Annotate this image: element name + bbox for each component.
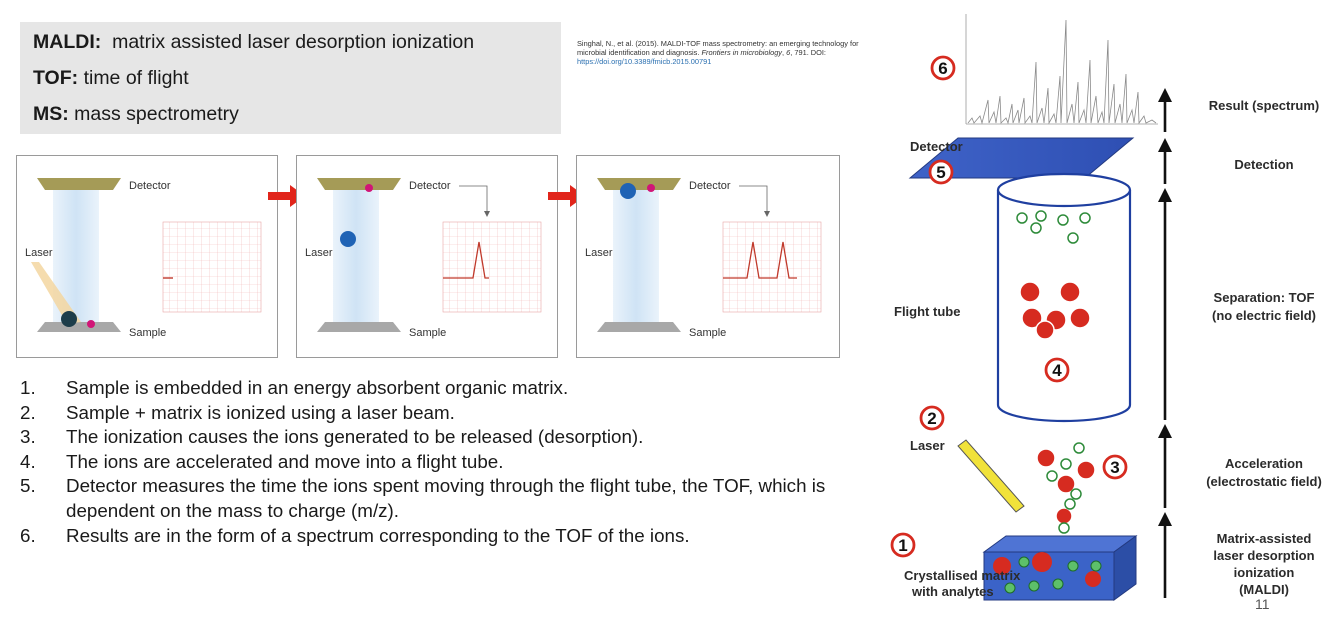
svg-text:6: 6 bbox=[938, 59, 948, 78]
signal-arrowhead bbox=[484, 211, 490, 217]
stage-result: Result (spectrum) bbox=[1208, 98, 1320, 113]
laser-beam bbox=[958, 440, 1024, 512]
step-1: 1. Sample is embedded in an energy absorbent organic matrix. bbox=[20, 377, 569, 398]
sample-plate bbox=[317, 322, 401, 332]
sample-label: Sample bbox=[689, 327, 727, 339]
citation: Singhal, N., et al. (2015). MALDI-TOF mass spectrometry: an emerging technology for microbial identification and diagnosis. Frontiers in microbiology, 6, 791. DOI: https://doi.org/10.3389/fmicb.2015.00791 bbox=[577, 39, 859, 67]
spectrum-grid bbox=[723, 222, 821, 312]
matrix-label-line-1: Crystallised matrix bbox=[904, 568, 1021, 583]
step-6: 6. Results are in the form of a spectrum corresponding to the TOF of the ions. bbox=[20, 524, 690, 546]
maldi-tof-diagram bbox=[840, 0, 1338, 624]
svg-text:3: 3 bbox=[1110, 458, 1120, 477]
svg-text:5: 5 bbox=[936, 163, 946, 182]
step-4: 4. The ions are accelerated and move into a flight tube. bbox=[20, 450, 504, 472]
definition-tof: TOF: time of flight bbox=[33, 67, 189, 89]
step-5: 5. Detector measures the time the ions spent moving through the flight tube, the TOF, which is dependent on the mass to charge (m/z). bbox=[20, 475, 826, 521]
detector-plate bbox=[317, 178, 401, 190]
panel-1-laser-desorption bbox=[16, 155, 278, 358]
stage-separation-line-2: (no electric field) bbox=[1211, 308, 1317, 323]
svg-text:2: 2 bbox=[927, 409, 937, 428]
sample-label: Sample bbox=[409, 327, 447, 339]
detector-plate bbox=[597, 178, 681, 190]
svg-text:1: 1 bbox=[898, 536, 908, 555]
light-ion bbox=[365, 184, 373, 192]
stage-arrows bbox=[1158, 88, 1172, 598]
flight-column bbox=[333, 186, 379, 328]
sample-plate bbox=[597, 322, 681, 332]
panel-2-ion-flight bbox=[296, 155, 558, 358]
detector-label: Detector bbox=[689, 180, 731, 192]
detector-label: Detector bbox=[910, 139, 963, 154]
sample-label: Sample bbox=[129, 327, 167, 339]
heavy-ion bbox=[340, 231, 356, 247]
definition-maldi: MALDI: matrix assisted laser desorption ionization bbox=[33, 31, 475, 53]
matrix-label-line-2: with analytes bbox=[912, 584, 994, 599]
definitions-box bbox=[20, 22, 561, 134]
panel-3-illustration bbox=[577, 156, 839, 357]
heavy-ion bbox=[620, 183, 636, 199]
laser-label: Laser bbox=[910, 438, 945, 453]
detector-plate bbox=[37, 178, 121, 190]
doi-link[interactable]: https://doi.org/10.3389/fmicb.2015.00791 bbox=[577, 57, 712, 67]
definition-ms: MS: mass spectrometry bbox=[33, 103, 239, 125]
step-2: 2. Sample + matrix is ionized using a laser beam. bbox=[20, 401, 455, 423]
signal-connector bbox=[459, 186, 487, 214]
laser-label: Laser bbox=[585, 247, 613, 259]
stage-acceleration-line-1: Acceleration bbox=[1224, 456, 1304, 471]
stage-acceleration-line-2: (electrostatic field) bbox=[1206, 474, 1322, 489]
stage-maldi-line-3: ionization bbox=[1233, 565, 1295, 580]
panel-2-illustration bbox=[297, 156, 557, 357]
result-spectrum bbox=[966, 14, 1158, 124]
laser-label: Laser bbox=[305, 247, 333, 259]
signal-arrowhead bbox=[764, 211, 770, 217]
signal-connector bbox=[739, 186, 767, 214]
stage-maldi-line-4: (MALDI) bbox=[1239, 582, 1289, 597]
step-3: 3. The ionization causes the ions generated to be released (desorption). bbox=[20, 426, 644, 448]
stage-separation-line-1: Separation: TOF bbox=[1213, 290, 1315, 305]
stage-maldi-line-1: Matrix-assisted bbox=[1216, 531, 1312, 546]
stage-labels bbox=[1206, 98, 1322, 597]
svg-text:4: 4 bbox=[1052, 361, 1062, 380]
empty-spectrum-grid bbox=[163, 222, 261, 312]
analyte-ion bbox=[87, 320, 95, 328]
process-steps bbox=[20, 376, 840, 548]
laser-label: Laser bbox=[25, 247, 53, 259]
spectrum-grid bbox=[443, 222, 541, 312]
matrix-particle bbox=[61, 311, 77, 327]
flight-column bbox=[613, 186, 659, 328]
panel-1-illustration bbox=[17, 156, 277, 357]
detector-label: Detector bbox=[129, 180, 171, 192]
stage-maldi-line-2: laser desorption bbox=[1213, 548, 1315, 563]
light-ion bbox=[647, 184, 655, 192]
sample-plate bbox=[37, 322, 121, 332]
page-number: 11 bbox=[1255, 596, 1270, 612]
panel-3-detection bbox=[576, 155, 840, 358]
detector-label: Detector bbox=[409, 180, 451, 192]
stage-detection: Detection bbox=[1234, 157, 1294, 172]
flight-tube-label: Flight tube bbox=[894, 304, 961, 319]
